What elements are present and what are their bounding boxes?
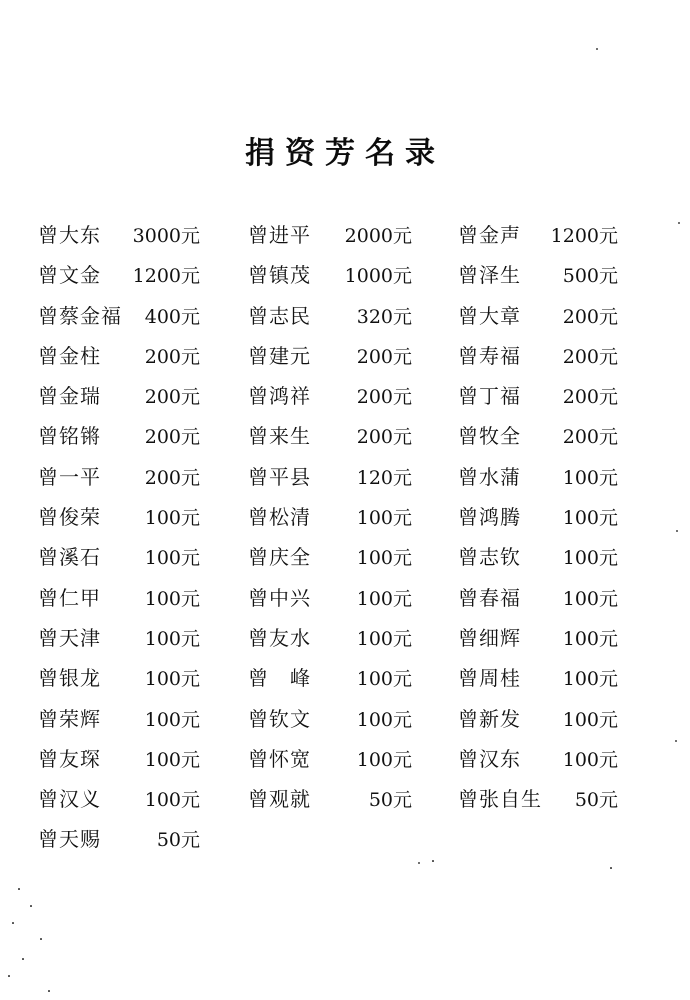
donation-amount: 50元: [574, 789, 618, 812]
donor-name: 曾松清: [248, 505, 311, 530]
donor-entry: [458, 339, 618, 373]
donation-amount: 1000元: [344, 265, 412, 288]
donor-row: [38, 822, 638, 862]
donor-row: [38, 339, 638, 379]
donor-name: 曾寿福: [458, 343, 521, 368]
donor-entry: [458, 702, 618, 736]
page-title: 捐资芳名录: [245, 136, 445, 171]
donor-name: 曾平县: [248, 464, 311, 489]
scan-speckle: [678, 222, 680, 224]
donor-entry: [458, 419, 618, 453]
donor-entry: [458, 500, 618, 534]
scan-speckle: [418, 862, 420, 864]
donor-row: [38, 742, 638, 782]
donor-entry: [248, 782, 412, 816]
donor-entry: [458, 258, 618, 292]
donor-list: [38, 218, 638, 863]
donor-entry: [248, 258, 412, 292]
donation-amount: 100元: [144, 748, 200, 771]
donor-name: 曾来生: [248, 424, 311, 449]
donor-name: 曾银龙: [38, 666, 101, 691]
donor-row: [38, 782, 638, 822]
donor-entry: [458, 782, 618, 816]
donation-amount: 120元: [356, 466, 412, 489]
donor-entry: [458, 540, 618, 574]
donation-amount: 200元: [144, 345, 200, 368]
scan-speckle: [675, 740, 677, 742]
donor-entry: [248, 460, 412, 494]
donor-row: [38, 702, 638, 742]
donor-row: [38, 661, 638, 701]
donor-entry: [38, 742, 200, 776]
scan-speckle: [48, 990, 50, 992]
scan-speckle: [8, 975, 10, 977]
donor-name: 曾张自生: [458, 787, 542, 812]
donor-name: 曾鸿腾: [458, 505, 521, 530]
donation-amount: 200元: [356, 426, 412, 449]
donor-entry: [248, 661, 412, 695]
scan-speckle: [12, 922, 14, 924]
donor-name: 曾金声: [458, 223, 521, 247]
donor-entry: [38, 218, 200, 252]
donation-amount: 100元: [144, 587, 200, 610]
donation-amount: 400元: [144, 305, 200, 328]
donor-entry: [38, 782, 200, 816]
donation-amount: 100元: [356, 627, 412, 650]
donor-row: [38, 299, 638, 339]
donor-name: 曾天赐: [38, 827, 101, 852]
scan-speckle: [610, 867, 612, 869]
donor-name: 曾友琛: [38, 746, 101, 771]
donor-row: [38, 500, 638, 540]
donor-name: 曾丁福: [458, 384, 521, 409]
donor-name: 曾细辉: [458, 625, 521, 650]
donation-amount: 3000元: [132, 225, 200, 247]
donor-entry: [248, 702, 412, 736]
donor-row: [38, 540, 638, 580]
donation-amount: 100元: [562, 507, 618, 530]
donor-row: [38, 460, 638, 500]
donation-amount: 100元: [356, 708, 412, 731]
donation-amount: 100元: [356, 547, 412, 570]
donor-name: 曾金瑞: [38, 384, 101, 409]
donation-amount: 100元: [562, 668, 618, 691]
donor-entry: [458, 661, 618, 695]
donor-name: 曾汉义: [38, 787, 101, 812]
donation-amount: 100元: [562, 466, 618, 489]
donation-amount: 100元: [562, 587, 618, 610]
donor-row: [38, 379, 638, 419]
donor-entry: [248, 581, 412, 615]
donation-amount: 100元: [144, 507, 200, 530]
donation-amount: 50元: [368, 789, 412, 812]
donor-name: 曾大章: [458, 303, 521, 328]
donation-amount: 200元: [562, 426, 618, 449]
scan-speckle: [676, 530, 678, 532]
donation-amount: 100元: [562, 748, 618, 771]
donation-amount: 200元: [144, 426, 200, 449]
donor-name: 曾志民: [248, 303, 311, 328]
donor-entry: [248, 218, 412, 252]
donation-amount: 500元: [562, 265, 618, 288]
donor-entry: [38, 822, 200, 856]
donor-entry: [38, 460, 200, 494]
donor-entry: [38, 419, 200, 453]
donor-entry: [38, 621, 200, 655]
donor-row: [38, 419, 638, 459]
donation-amount: 100元: [356, 587, 412, 610]
donor-entry: [248, 540, 412, 574]
donation-amount: 100元: [562, 547, 618, 570]
donation-amount: 100元: [144, 708, 200, 731]
donation-amount: 2000元: [344, 225, 412, 247]
donor-name: 曾金柱: [38, 343, 101, 368]
donor-entry: [458, 460, 618, 494]
donation-amount: 1200元: [550, 225, 618, 247]
donor-name: 曾溪石: [38, 545, 101, 570]
scan-speckle: [432, 860, 434, 862]
donor-row: [38, 581, 638, 621]
donation-amount: 100元: [356, 668, 412, 691]
donation-amount: 100元: [144, 789, 200, 812]
donor-entry: [248, 621, 412, 655]
donor-row: [38, 621, 638, 661]
donation-amount: 100元: [144, 627, 200, 650]
donor-name: 曾 峰: [248, 666, 311, 691]
donor-entry: [458, 299, 618, 333]
donor-name: 曾友水: [248, 625, 311, 650]
donor-entry: [38, 339, 200, 373]
donor-name: 曾观就: [248, 787, 311, 812]
donor-name: 曾志钦: [458, 545, 521, 570]
donor-name: 曾中兴: [248, 585, 311, 610]
donor-name: 曾水蒲: [458, 464, 521, 489]
donor-name: 曾汉东: [458, 746, 521, 771]
donation-amount: 200元: [356, 345, 412, 368]
donor-name: 曾俊荣: [38, 505, 101, 530]
donor-entry: [38, 702, 200, 736]
donor-name: 曾牧全: [458, 424, 521, 449]
donor-row: [38, 218, 638, 258]
donor-name: 曾周桂: [458, 666, 521, 691]
donation-amount: 100元: [356, 748, 412, 771]
donation-amount: 200元: [562, 345, 618, 368]
donor-name: 曾泽生: [458, 263, 521, 288]
donor-name: 曾大东: [38, 223, 101, 247]
donor-entry: [458, 581, 618, 615]
donor-entry: [248, 379, 412, 413]
scan-speckle: [30, 905, 32, 907]
donation-amount: 100元: [356, 507, 412, 530]
donor-entry: [248, 742, 412, 776]
scan-speckle: [22, 958, 24, 960]
donor-name: 曾建元: [248, 343, 311, 368]
donation-amount: 200元: [562, 386, 618, 409]
donor-name: 曾蔡金福: [38, 303, 122, 328]
donor-entry: [248, 299, 412, 333]
donor-entry: [38, 500, 200, 534]
donor-entry: [248, 339, 412, 373]
donor-name: 曾进平: [248, 223, 311, 247]
donation-amount: 50元: [156, 829, 200, 852]
donor-entry: [38, 540, 200, 574]
donor-name: 曾天津: [38, 625, 101, 650]
donor-entry: [458, 742, 618, 776]
donor-name: 曾怀宽: [248, 746, 311, 771]
donor-name: 曾鸿祥: [248, 384, 311, 409]
donor-name: 曾文金: [38, 263, 101, 288]
donor-entry: [38, 581, 200, 615]
donation-amount: 200元: [144, 466, 200, 489]
scan-speckle: [40, 938, 42, 940]
donation-amount: 200元: [562, 305, 618, 328]
donation-amount: 200元: [356, 386, 412, 409]
donor-entry: [248, 419, 412, 453]
donor-name: 曾铭锵: [38, 424, 101, 449]
donation-amount: 320元: [356, 305, 412, 328]
donor-name: 曾春福: [458, 585, 521, 610]
donation-amount: 100元: [144, 668, 200, 691]
donor-name: 曾钦文: [248, 706, 311, 731]
donor-name: 曾新发: [458, 706, 521, 731]
donor-entry: [458, 621, 618, 655]
scan-speckle: [596, 48, 598, 50]
donor-name: 曾庆全: [248, 545, 311, 570]
scan-speckle: [18, 888, 20, 890]
donor-entry: [38, 379, 200, 413]
donor-name: 曾镇茂: [248, 263, 311, 288]
donation-amount: 100元: [562, 627, 618, 650]
donation-amount: 200元: [144, 386, 200, 409]
donation-amount: 100元: [562, 708, 618, 731]
donation-amount: 1200元: [132, 265, 200, 288]
donation-amount: 100元: [144, 547, 200, 570]
donor-entry: [248, 500, 412, 534]
donor-entry: [38, 258, 200, 292]
donor-entry: [458, 218, 618, 252]
donor-entry: [38, 661, 200, 695]
donor-entry: [458, 379, 618, 413]
donor-name: 曾仁甲: [38, 585, 101, 610]
donor-name: 曾一平: [38, 464, 101, 489]
donor-name: 曾荣辉: [38, 706, 101, 731]
donor-row: [38, 258, 638, 298]
donor-entry: [38, 299, 200, 333]
